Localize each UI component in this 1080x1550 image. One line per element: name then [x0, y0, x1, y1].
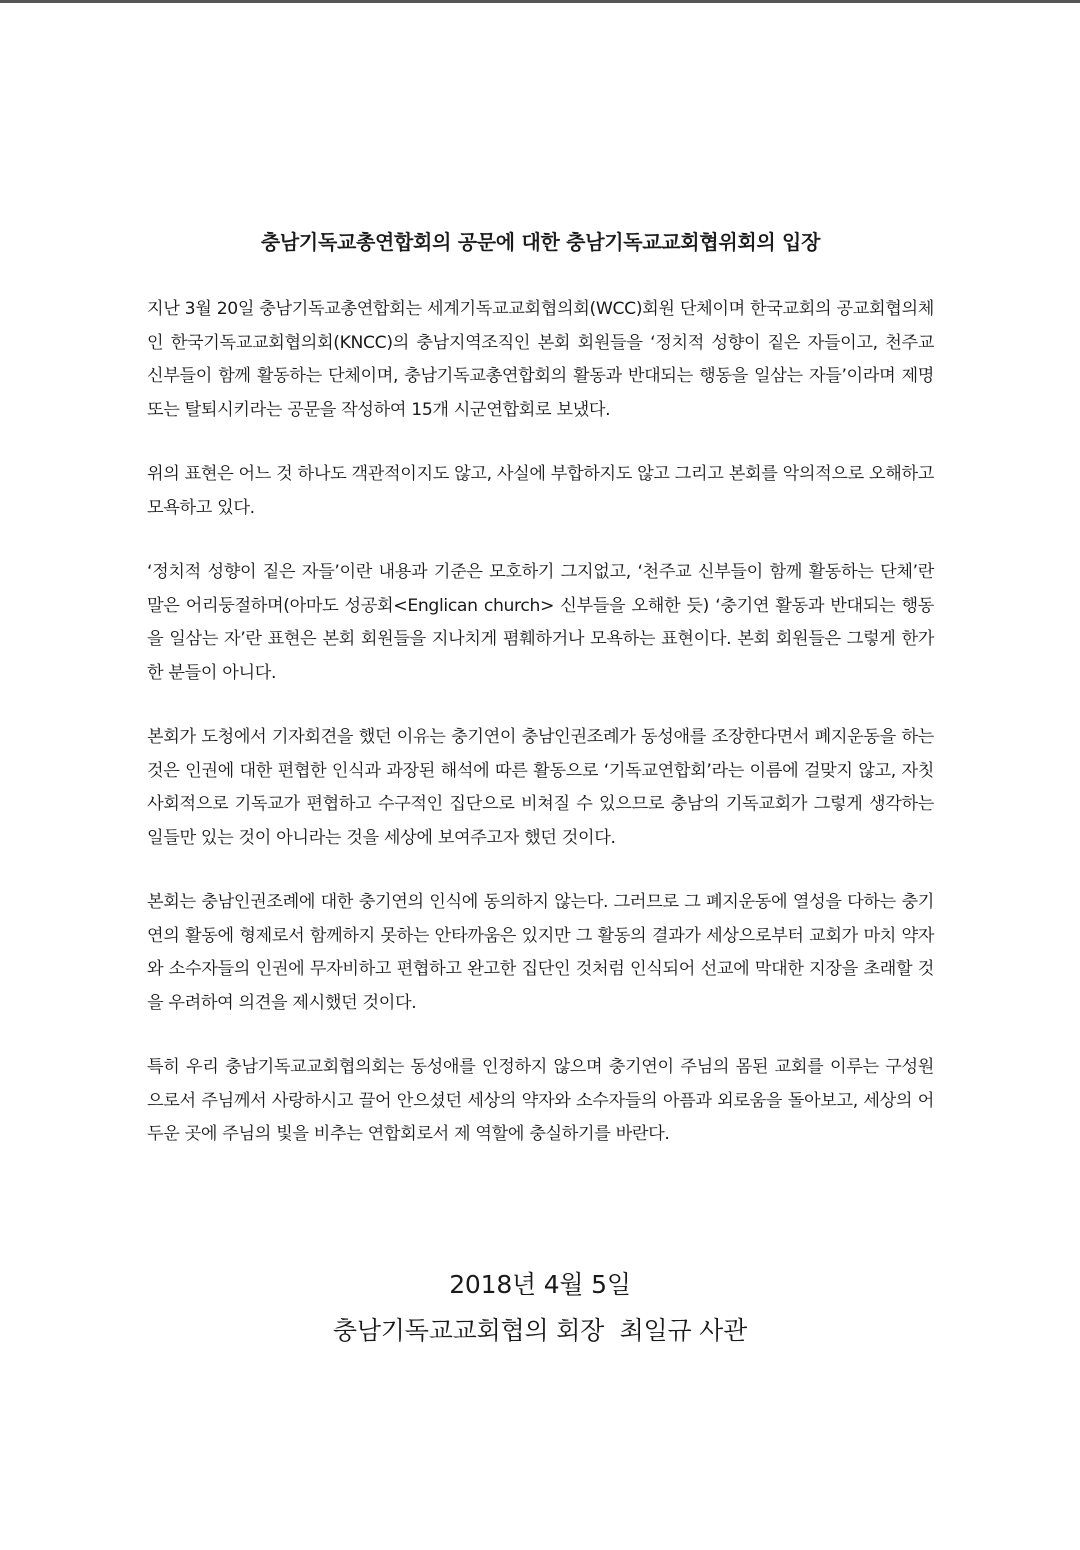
top-border-line	[0, 0, 1080, 3]
paragraph-3: ‘정치적 성향이 짙은 자들’이란 내용과 기준은 모호하기 그지없고, ‘천주교 신부들이 함께 활동하는 단체’란 말은 어리둥절하며(아마도 성공회<Englican church> 신부들을 오해한 듯) ‘충기연 활동과 반대되는 행동을 일삼는 자’란 표현은 본회 회원들을 지나치게 폄훼하거나 모욕하는 표현이다. 본회 회원들은 그렇게 한가한 분들이 아니다.	[147, 562, 934, 683]
paragraph-2: 위의 표현은 어느 것 하나도 객관적이지도 않고, 사실에 부합하지도 않고 그리고 본회를 악의적으로 오해하고 모욕하고 있다.	[147, 464, 934, 518]
signature-line: 충남기독교교회협의 회장 최일규 사관	[332, 1316, 748, 1345]
signature-block	[0, 1262, 1080, 1354]
document-body	[147, 226, 934, 1183]
paragraph-4: 본회가 도청에서 기자회견을 했던 이유는 충기연이 충남인권조례가 동성애를 조장한다면서 폐지운동을 하는 것은 인권에 대한 편협한 인식과 과장된 해석에 따른 활동으로 ‘기독교연합회’라는 이름에 걸맞지 않고, 자칫 사회적으로 기독교가 편협하고 수구적인 집단으로 비쳐질 수 있으므로 충남의 기독교회가 그렇게 생각하는 일들만 있는 것이 아니라는 것을 세상에 보여주고자 했던 것이다.	[147, 727, 934, 848]
paragraph-1: 지난 3월 20일 충남기독교총연합회는 세계기독교교회협의회(WCC)회원 단체이며 한국교회의 공교회협의체인 한국기독교교회협의회(KNCC)의 충남지역조직인 본회 회원들을 ‘정치적 성향이 짙은 자들이고, 천주교 신부들이 함께 활동하는 단체이며, 충남기독교총연합회의 활동과 반대되는 행동을 일삼는 자들’이라며 제명 또는 탈퇴시키라는 공문을 작성하여 15개 시군연합회로 보냈다.	[147, 299, 934, 420]
paragraph-5: 본회는 충남인권조례에 대한 충기연의 인식에 동의하지 않는다. 그러므로 그 폐지운동에 열성을 다하는 충기연의 활동에 형제로서 함께하지 못하는 안타까움은 있지만 그 활동의 결과가 세상으로부터 교회가 마치 약자와 소수자들의 인권에 무자비하고 편협하고 완고한 집단인 것처럼 인식되어 선교에 막대한 지장을 초래할 것을 우려하여 의견을 제시했던 것이다.	[147, 892, 934, 1013]
document-title: 충남기독교총연합회의 공문에 대한 충남기독교교회협위회의 입장	[260, 230, 821, 254]
document-date: 2018년 4월 5일	[449, 1270, 631, 1299]
paragraph-6: 특히 우리 충남기독교교회협의회는 동성애를 인정하지 않으며 충기연이 주님의 몸된 교회를 이루는 구성원으로서 주님께서 사랑하시고 끌어 안으셨던 세상의 약자와 소수자들의 아픔과 외로움을 돌아보고, 세상의 어두운 곳에 주님의 빛을 비추는 연합회로서 제 역할에 충실하기를 바란다.	[147, 1057, 934, 1144]
